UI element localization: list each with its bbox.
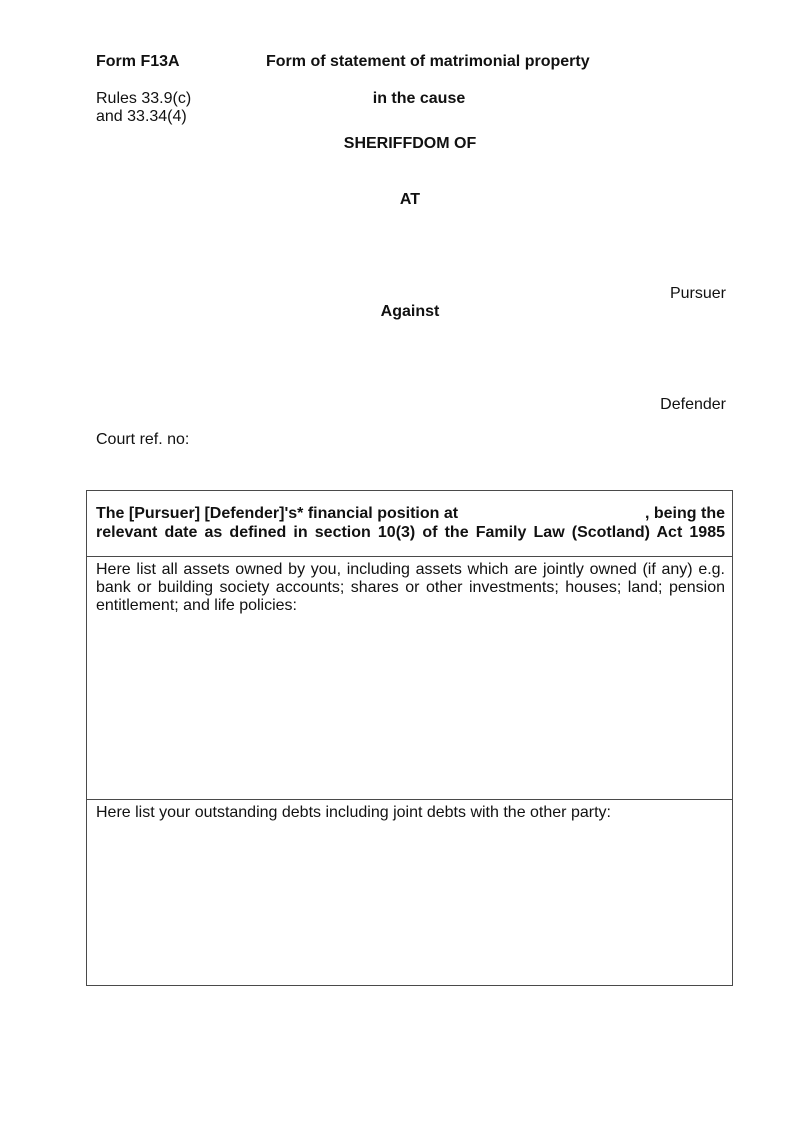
- court-ref-label: Court ref. no:: [96, 431, 190, 448]
- assets-entry-area[interactable]: [96, 615, 725, 780]
- in-the-cause-heading: in the cause: [372, 90, 466, 107]
- pursuer-name-area[interactable]: [96, 230, 726, 282]
- form-number: Form F13A: [96, 53, 180, 70]
- against-heading: Against: [380, 303, 440, 320]
- rules-reference-line1: Rules 33.9(c): [96, 90, 192, 107]
- form-title: Form of statement of matrimonial property: [266, 53, 590, 70]
- defender-name-area[interactable]: [96, 325, 726, 393]
- statement-header-cell: [87, 491, 732, 557]
- debts-prompt: Here list your outstanding debts including joint debts with the other party:: [96, 804, 611, 821]
- sheriffdom-heading: SHERIFFDOM OF: [343, 135, 477, 152]
- statement-header-text-right: , being the: [644, 505, 725, 522]
- at-heading: AT: [399, 191, 421, 208]
- assets-box: [87, 557, 732, 800]
- assets-prompt-line2: bank or building society accounts; shares or other investments; houses; land; pension: [96, 579, 725, 596]
- debts-box: [87, 800, 732, 985]
- defender-label: Defender: [660, 396, 726, 413]
- statement-header-text-line2: relevant date as defined in section 10(3) of the Family Law (Scotland) Act 1985: [96, 524, 725, 541]
- statement-table: [86, 490, 733, 986]
- pursuer-label: Pursuer: [669, 285, 726, 302]
- assets-prompt-line1: Here list all assets owned by you, including assets which are jointly owned (if any) e.g.: [96, 561, 725, 578]
- assets-prompt-line3: entitlement; and life policies:: [96, 597, 297, 614]
- statement-header-text-left: The [Pursuer] [Defender]'s* financial position at: [96, 505, 459, 522]
- debts-entry-area[interactable]: [96, 822, 725, 982]
- rules-reference-line2: and 33.34(4): [96, 108, 187, 125]
